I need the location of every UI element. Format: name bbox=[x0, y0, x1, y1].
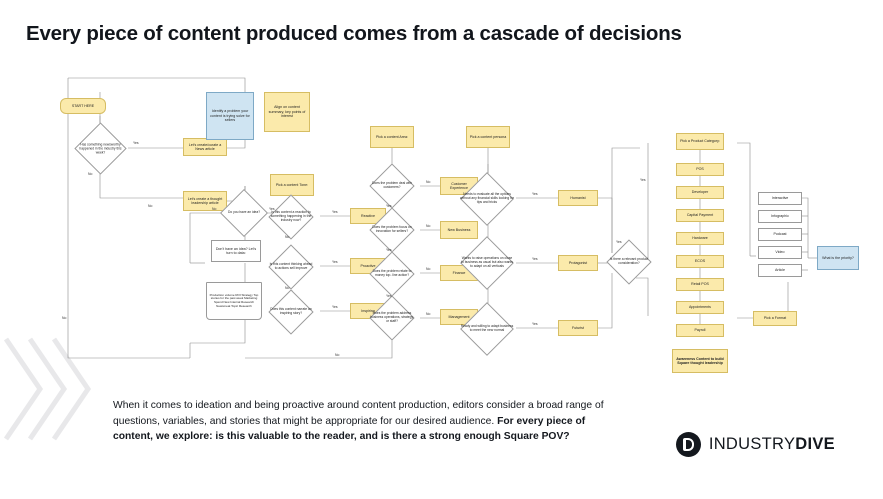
edge-label-yes-6: No bbox=[426, 180, 431, 184]
node-customer-decision: Does the problem deal with customers? bbox=[369, 163, 414, 208]
edge-label-no-4: No bbox=[285, 235, 290, 239]
edge-label-yes-7: No bbox=[426, 224, 431, 228]
node-thought-leadership: Let's create a thought leadership article bbox=[183, 191, 227, 211]
node-protagonist: Protagonist bbox=[558, 255, 598, 271]
node-pick-tone: Pick a content Tone: bbox=[270, 174, 314, 196]
node-proactive-decision: Is this content thinking ahead to actions sell improve bbox=[268, 244, 313, 289]
footer-paragraph-lead: When it comes to ideation and being proactive around content production, editors consider a broad range of questions, variables, and stories that might be appropriate for our desired audience. bbox=[113, 400, 604, 427]
edge-label-no-1: No bbox=[88, 172, 93, 176]
node-pos: POS bbox=[676, 163, 724, 176]
node-management-decision: Does the problem address business operations, strategy, or staff? bbox=[369, 295, 414, 340]
node-start: START HERE bbox=[60, 98, 106, 114]
node-align-on-content: Align on content summary, key points of interest bbox=[264, 92, 310, 132]
node-have-idea-decision: Do you have an idea? bbox=[220, 189, 268, 237]
edge-label-yes-3: Yes bbox=[332, 210, 338, 214]
node-finance-decision: Does the problem relate to money top- line action? bbox=[369, 251, 414, 296]
edge-label-no-3: No bbox=[212, 207, 217, 211]
edge-label-no-10: No bbox=[335, 353, 340, 357]
node-news-decision: Has something newsworthy happened in the industry this week? bbox=[74, 122, 126, 174]
node-appointments: Appointments bbox=[676, 301, 724, 314]
node-what-is-priority: What is the priority? bbox=[817, 246, 859, 270]
logo-word-industry: INDUSTRY bbox=[708, 435, 796, 453]
edge-label-yes-11: Yes bbox=[532, 257, 538, 261]
node-product-relevance-decision: Is there a relevant product consideration? bbox=[606, 239, 651, 284]
node-developer: Developer bbox=[676, 186, 724, 199]
footer-paragraph bbox=[113, 398, 613, 445]
node-pick-area: Pick a content Area: bbox=[370, 126, 414, 148]
node-reactive: Reactive bbox=[350, 208, 386, 224]
node-payroll: Payroll bbox=[676, 324, 724, 337]
industry-dive-wordmark bbox=[709, 435, 835, 454]
edge-label-yes-2: Yes bbox=[269, 207, 275, 211]
footer-paragraph-emphasis: For every piece of content, we explore: is this valuable to the reader, and is there a strong enough Square POV? bbox=[113, 415, 586, 443]
node-inspiring-decision: Does this content narrate an inspiring story? bbox=[268, 289, 313, 334]
edge-label-no-8: Yes bbox=[386, 294, 392, 298]
node-futurist-decision: Ready and willing to adapt business to meet the new normal bbox=[460, 302, 514, 356]
edge-label-yes-4: Yes bbox=[332, 260, 338, 264]
node-data-sources-doc: Production volume ROI Strategy Top stories for the past week Marketing Spend New Internal Research Newsmeat Topic Research bbox=[206, 282, 262, 320]
node-hardware: Hardware bbox=[676, 232, 724, 245]
node-humanist: Humanist bbox=[558, 190, 598, 206]
node-pick-format: Pick a Format bbox=[753, 311, 797, 326]
node-futurist: Futurist bbox=[558, 320, 598, 336]
node-management: Management bbox=[440, 309, 478, 325]
node-new-business-decision: Does the problem focus on innovation for sellers? bbox=[369, 207, 414, 252]
edge-label-no-9: No bbox=[62, 316, 67, 320]
node-new-business: New Business bbox=[440, 221, 478, 239]
node-protagonist-decision: Wants to raise operations on close to business as usual but also wants to adapt on all verticals bbox=[460, 236, 514, 290]
node-news-article: Let's create/curate a News article bbox=[183, 138, 227, 156]
node-finance: Finance bbox=[440, 265, 478, 281]
industry-dive-logo bbox=[676, 432, 835, 457]
node-humanist-decision: Needs to evaluate all the options without any financial skills looking for tips and tricks bbox=[460, 172, 514, 226]
node-format-infographic: Infographic bbox=[758, 210, 802, 223]
edge-label-no-2: No bbox=[148, 204, 153, 208]
edge-label-yes-1: Yes bbox=[133, 141, 139, 145]
node-format-article: Article bbox=[758, 264, 802, 277]
edge-label-yes-10: Yes bbox=[532, 192, 538, 196]
node-format-interactive: Interactive bbox=[758, 192, 802, 205]
edge-label-yes-8: No bbox=[426, 267, 431, 271]
edge-label-yes-13: Yes bbox=[640, 178, 646, 182]
node-format-podcast: Podcast bbox=[758, 228, 802, 241]
node-awareness-content: Awareness Content to build Square thought leadership bbox=[672, 349, 728, 373]
content-decision-flowchart bbox=[40, 68, 854, 388]
industry-dive-mark-icon bbox=[676, 432, 701, 457]
node-ecos: ECOS bbox=[676, 255, 724, 268]
node-customer-experience: Customer Experience bbox=[440, 177, 478, 195]
node-format-video: Video bbox=[758, 246, 802, 259]
node-no-idea-data: Don't have an idea? Let's turn to data: bbox=[211, 240, 261, 262]
edge-label-yes-9: No bbox=[426, 312, 431, 316]
logo-word-dive: DIVE bbox=[795, 435, 835, 453]
node-inspiring: Inspiring bbox=[350, 303, 386, 319]
node-pick-persona: Pick a content persona bbox=[466, 126, 510, 148]
node-proactive: Proactive bbox=[350, 258, 386, 274]
page-title: Every piece of content produced comes from a cascade of decisions bbox=[26, 22, 682, 45]
node-capital-payment: Capital Payment bbox=[676, 209, 724, 222]
node-identify-problem: Identify a problem your content is trying solve for sellers bbox=[206, 92, 254, 140]
node-retail-pos: Retail POS bbox=[676, 278, 724, 291]
edge-label-no-6: Yes bbox=[386, 204, 392, 208]
node-reactive-decision: Is this content a reaction to something happening in the industry now? bbox=[268, 194, 313, 239]
edge-label-no-7: Yes bbox=[386, 248, 392, 252]
edge-label-yes-5: Yes bbox=[332, 305, 338, 309]
edge-label-yes-14: Yes bbox=[616, 240, 622, 244]
node-pick-product-category: Pick a Product Category: bbox=[676, 133, 724, 150]
edge-label-yes-12: Yes bbox=[532, 322, 538, 326]
edge-label-no-5: No bbox=[285, 286, 290, 290]
